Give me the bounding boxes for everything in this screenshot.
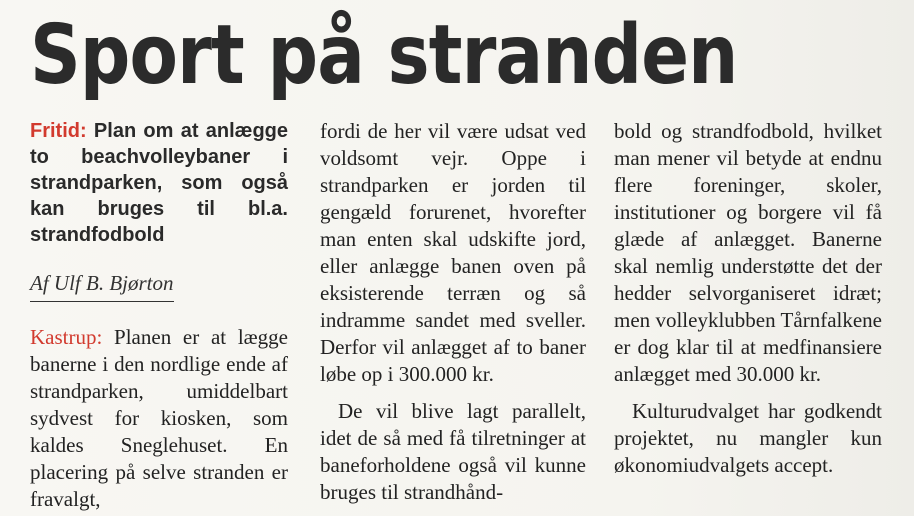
lead-text: Plan om at anlægge to beachvolleybaner i strandparken, som også kan bruges til bl.a. strandfodbold — [30, 120, 288, 246]
column-1 — [30, 118, 288, 513]
body-text-1: Planen er at lægge banerne i den nordlige ende af strandparken, umiddelbart sydvest for kiosken, som kaldes Sneglehuset. En placering på selve stranden er fravalgt, — [30, 325, 288, 511]
dateline-place: Kastrup: — [30, 325, 103, 349]
body-paragraph-4: bold og strandfodbold, hvilket man mener vil betyde at endnu flere foreninger, skoler, institutioner og borgere vil få glæde af anlægget. Banerne skal nemlig understøtte det der hedder selvorganiseret idræt; men volleyklubben Tårnfalkene er dog klar til at medfinansiere anlægget med 30.000 kr. — [614, 119, 882, 386]
body-paragraph-1 — [30, 324, 288, 513]
body-paragraph-3: De vil blive lagt parallelt, idet de så med få tilretninger at baneforholdene også vil kunne bruges til strandhånd- — [320, 399, 586, 504]
lead-paragraph — [30, 118, 288, 248]
column-3 — [614, 118, 882, 479]
column-2 — [320, 118, 586, 506]
byline: Af Ulf B. Bjørton — [30, 270, 174, 302]
body-paragraph-5: Kulturudvalget har godkendt projektet, nu mangler kun økonomiudvalgets accept. — [614, 399, 882, 477]
body-paragraph-2: fordi de her vil være udsat ved voldsomt vejr. Oppe i strandparken er jorden til gengæld forurenet, hvorefter man enten skal udskifte jord, eller anlægge banen oven på eksisterende terræn og så indramme sandet med sveller. Derfor vil anlægget af to baner løbe op i 300.000 kr. — [320, 119, 586, 386]
lead-label: Fritid: — [30, 120, 87, 142]
headline: Sport på stranden — [30, 8, 738, 103]
